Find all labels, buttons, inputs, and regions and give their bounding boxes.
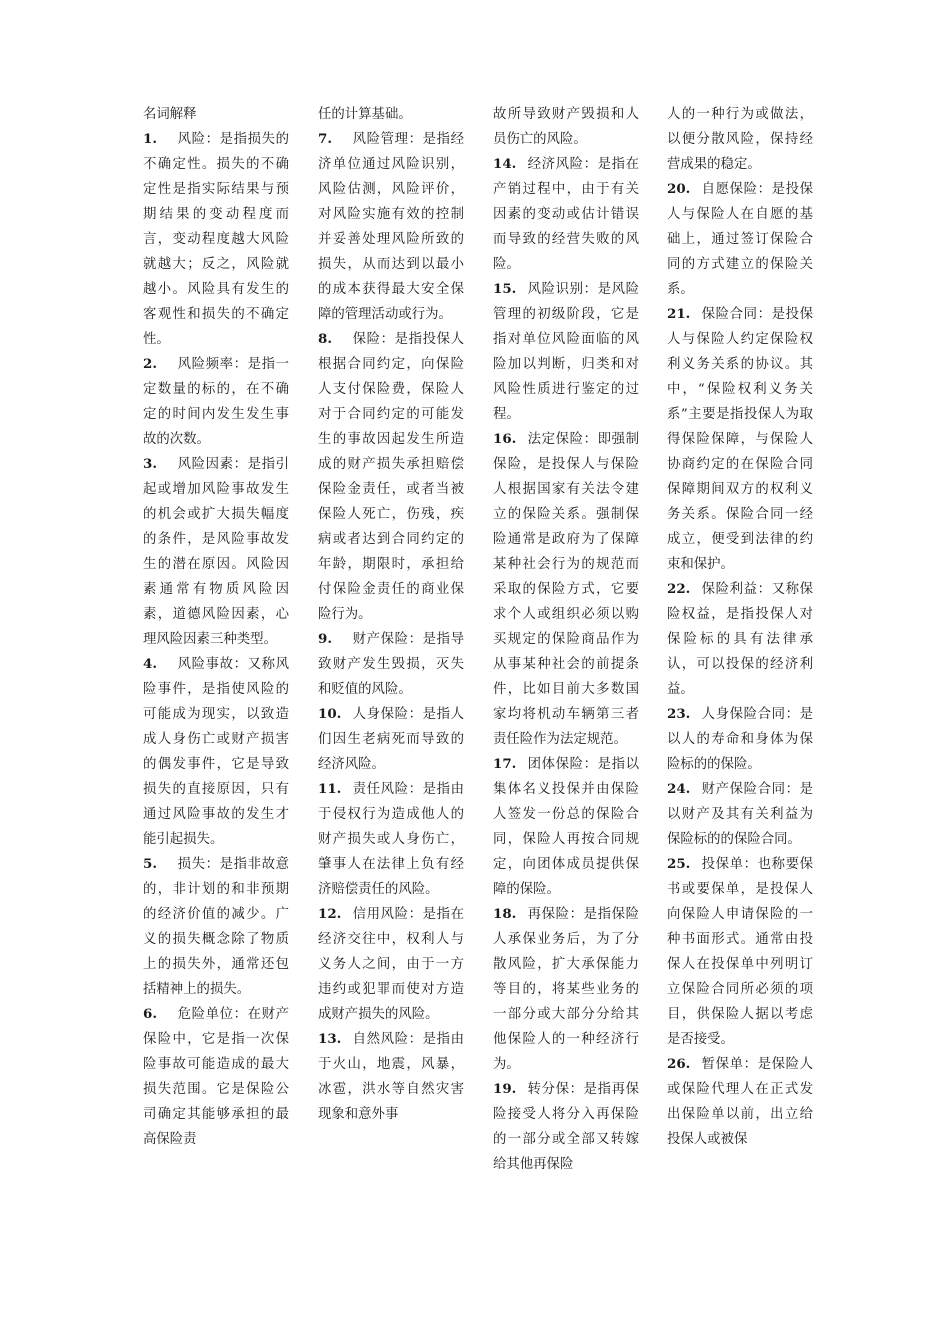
- term-entry: [318, 327, 464, 627]
- term-entry: [318, 1027, 464, 1127]
- text-column-3: [493, 102, 639, 1177]
- term-number: 25.: [667, 856, 691, 872]
- term-number: 8.: [318, 331, 332, 347]
- term-text: 财产保险合同：是以财产及其有关利益为保险标的的保险合同。: [667, 782, 813, 847]
- term-entry: [318, 777, 464, 902]
- continued-text: 任的计算基础。: [318, 107, 412, 122]
- term-text: 风险事故：又称风险事件，是指使风险的可能成为现实，以致造成人身伤亡或财产损害的偶发事件，它是导致损失的直接原因，只有通过风险事故的发生才能引起损失。: [143, 657, 289, 847]
- term-entry: [318, 127, 464, 327]
- term-text: 保险利益：又称保险权益，是指投保人对保险标的具有法律承认，可以投保的经济利益。: [667, 582, 813, 697]
- term-text: 投保单：也称要保书或要保单，是投保人向保险人申请保险的一种书面形式。通常由投保人在投保单中列明订立保险合同所必须的项目，供保险人据以考虑是否接受。: [667, 857, 813, 1047]
- term-text: 风险因素：是指引起或增加风险事故发生的机会或扩大损失幅度的条件，是风险事故发生的潜在原因。风险因素通常有物质风险因素，道德风险因素，心理风险因素三种类型。: [143, 457, 289, 647]
- section-title: 名词解释: [143, 107, 197, 122]
- continued-text: 故所导致财产毁损和人员伤亡的风险。: [493, 107, 639, 147]
- term-number: 20.: [667, 181, 691, 197]
- text-column-1: [143, 102, 289, 1152]
- term-number: 16.: [493, 431, 517, 447]
- term-text: 暂保单：是保险人或保险代理人在正式发出保险单以前，出立给投保人或被保: [667, 1057, 813, 1147]
- term-entry: [493, 1077, 639, 1177]
- term-entry: [667, 702, 813, 777]
- term-entry: [667, 1052, 813, 1152]
- term-entry: [493, 752, 639, 902]
- term-entry: [318, 702, 464, 777]
- term-number: 10.: [318, 706, 342, 722]
- term-text: 团体保险：是指以集体名义投保并由保险人签发一份总的保险合同，保险人再按合同规定，向团体成员提供保障的保险。: [493, 757, 639, 897]
- term-number: 21.: [667, 306, 691, 322]
- term-entry: [667, 577, 813, 702]
- term-entry: [143, 652, 289, 852]
- term-entry: [143, 352, 289, 452]
- term-text: 损失：是指非故意的，非计划的和非预期的经济价值的减少。广义的损失概念除了物质上的损失外，通常还包括精神上的损失。: [143, 857, 289, 997]
- term-number: 13.: [318, 1031, 342, 1047]
- term-number: 15.: [493, 281, 517, 297]
- term-number: 5.: [143, 856, 157, 872]
- term-entry: [143, 452, 289, 652]
- term-entry: [493, 277, 639, 427]
- term-entry: [493, 902, 639, 1077]
- term-text: 风险管理：是指经济单位通过风险识别，风险估测，风险评价，对风险实施有效的控制并妥善处理风险所致的损失，从而达到以最小的成本获得最大安全保障的管理活动或行为。: [318, 132, 464, 322]
- continued-text: 人的一种行为或做法，以便分散风险，保持经营成果的稳定。: [667, 107, 813, 172]
- term-text: 责任风险：是指由于侵权行为造成他人的财产损失或人身伤亡，肇事人在法律上负有经济赔偿责任的风险。: [318, 782, 464, 897]
- term-text: 危险单位：在财产保险中，它是指一次保险事故可能造成的最大损失范围。它是保险公司确定其能够承担的最高保险责: [143, 1007, 289, 1147]
- term-text: 自愿保险：是投保人与保险人在自愿的基础上，通过签订保险合同的方式建立的保险关系。: [667, 182, 813, 297]
- term-number: 24.: [667, 781, 691, 797]
- term-entry: [667, 852, 813, 1052]
- text-column-2: [318, 102, 464, 1127]
- term-number: 14.: [493, 156, 517, 172]
- term-number: 12.: [318, 906, 342, 922]
- term-number: 7.: [318, 131, 332, 147]
- text-column-4: [667, 102, 813, 1152]
- term-number: 23.: [667, 706, 691, 722]
- term-entry: [318, 902, 464, 1027]
- term-entry: [493, 152, 639, 277]
- term-text: 自然风险：是指由于火山，地震，风暴，冰雹，洪水等自然灾害现象和意外事: [318, 1032, 464, 1122]
- term-text: 人身保险合同：是以人的寿命和身体为保险标的的保险。: [667, 707, 813, 772]
- term-text: 保险：是指投保人根据合同约定，向保险人支付保险费，保险人对于合同约定的可能发生的事故因起发生所造成的财产损失承担赔偿保险金责任，或者当被保险人死亡，伤残，疾病或者达到合同约定的年龄，期限时，承担给付保险金责任的商业保险行为。: [318, 332, 464, 622]
- term-text: 转分保：是指再保险接受人将分入再保险的一部分或全部又转嫁给其他再保险: [493, 1082, 639, 1172]
- term-number: 19.: [493, 1081, 517, 1097]
- term-number: 22.: [667, 581, 691, 597]
- term-entry: [493, 427, 639, 752]
- term-number: 11.: [318, 781, 342, 797]
- term-number: 26.: [667, 1056, 691, 1072]
- term-number: 2.: [143, 356, 157, 372]
- term-number: 4.: [143, 656, 157, 672]
- term-text: 风险：是指损失的不确定性。损失的不确定性是指实际结果与预期结果的变动程度而言，变动程度越大风险就越大；反之，风险就越小。风险具有发生的客观性和损失的不确定性。: [143, 132, 289, 347]
- term-text: 经济风险：是指在产销过程中，由于有关因素的变动或估计错误而导致的经营失败的风险。: [493, 157, 639, 272]
- term-text: 风险识别：是风险管理的初级阶段，它是指对单位风险面临的风险加以判断，归类和对风险性质进行鉴定的过程。: [493, 282, 639, 422]
- term-text: 再保险：是指保险人承保业务后，为了分散风险，扩大承保能力等目的，将某些业务的一部分或大部分分给其他保险人的一种经济行为。: [493, 907, 639, 1072]
- term-number: 6.: [143, 1006, 157, 1022]
- term-entry: [143, 852, 289, 1002]
- term-number: 9.: [318, 631, 332, 647]
- term-text: 保险合同：是投保人与保险人约定保险权利义务关系的协议。其中，“保险权利义务关系”主要是指投保人为取得保险保障，与保险人协商约定的在保险合同保障期间双方的权利义务关系。保险合同一经成立，便受到法律的约束和保护。: [667, 307, 813, 572]
- term-entry: [143, 1002, 289, 1152]
- term-number: 3.: [143, 456, 157, 472]
- term-entry: [667, 302, 813, 577]
- term-text: 人身保险：是指人们因生老病死而导致的经济风险。: [318, 707, 464, 772]
- term-number: 17.: [493, 756, 517, 772]
- term-text: 风险频率：是指一定数量的标的，在不确定的时间内发生发生事故的次数。: [143, 357, 289, 447]
- term-number: 1.: [143, 131, 157, 147]
- term-entry: [667, 177, 813, 302]
- term-number: 18.: [493, 906, 517, 922]
- term-text: 法定保险：即强制保险，是投保人与保险人根据国家有关法令建立的保险关系。强制保险通常是政府为了保障某种社会行为的规范而采取的保险方式，它要求个人或组织必须以购买规定的保险商品作为从事某种社会的前提条件，比如目前大多数国家均将机动车辆第三者责任险作为法定规范。: [493, 432, 639, 747]
- term-text: 信用风险：是指在经济交往中，权利人与义务人之间，由于一方违约或犯罪而使对方造成财产损失的风险。: [318, 907, 464, 1022]
- term-entry: [318, 627, 464, 702]
- term-text: 财产保险：是指导致财产发生毁损，灭失和贬值的风险。: [318, 632, 464, 697]
- term-entry: [143, 127, 289, 352]
- term-entry: [667, 777, 813, 852]
